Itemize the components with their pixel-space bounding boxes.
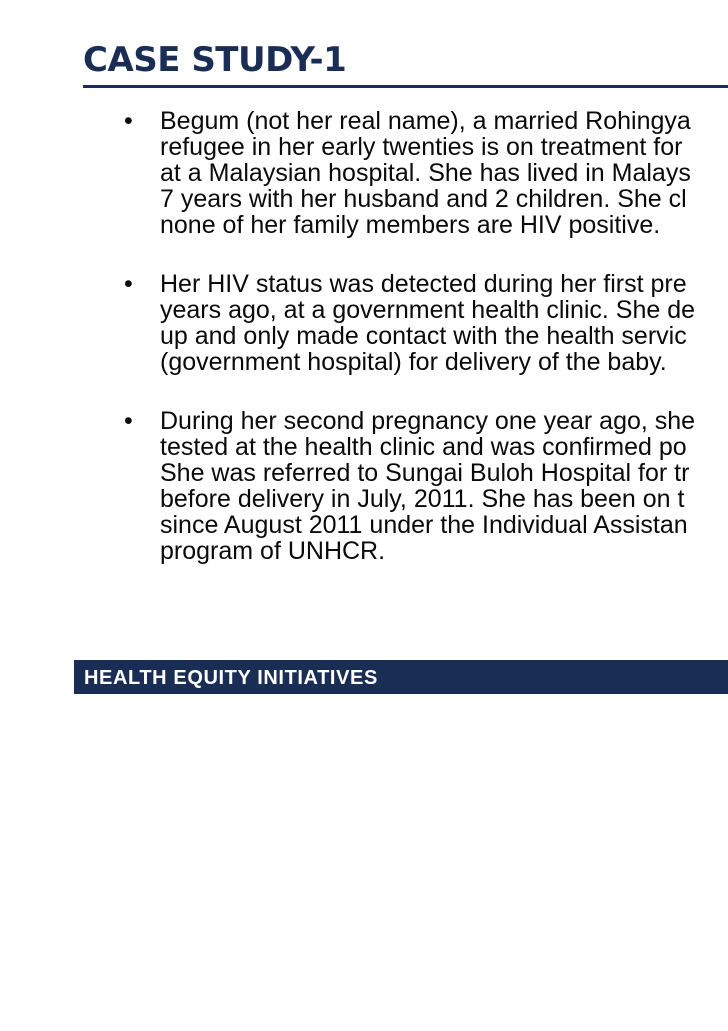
bullet-text-line: years ago, at a government health clinic. She de <box>160 296 696 324</box>
bullet-item <box>124 408 728 564</box>
bullet-text-line: (government hospital) for delivery of the baby. <box>160 348 667 376</box>
bullet-item <box>124 108 728 238</box>
bullet-marker: • <box>124 107 133 135</box>
bullet-text-line: none of her family members are HIV positive. <box>160 211 661 239</box>
bullet-text-line: She was referred to Sungai Buloh Hospital for tr <box>160 459 690 487</box>
footer-bar <box>74 660 728 694</box>
bullet-item <box>124 271 728 375</box>
bullet-text-line: before delivery in July, 2011. She has been on t <box>160 485 685 513</box>
bullet-text-line: up and only made contact with the health servic <box>160 322 687 350</box>
bullet-text-line: Begum (not her real name), a married Rohingya <box>160 107 691 135</box>
title-underline <box>83 85 728 88</box>
bullet-list <box>124 108 728 597</box>
bullet-text-line: tested at the health clinic and was confirmed po <box>160 433 687 461</box>
bullet-marker: • <box>124 407 133 435</box>
bullet-text-line: refugee in her early twenties is on treatment for <box>160 133 683 161</box>
bullet-text-line: since August 2011 under the Individual Assistan <box>160 511 688 539</box>
bullet-text-line: Her HIV status was detected during her first pre <box>160 270 687 298</box>
bullet-text-line: program of UNHCR. <box>160 537 386 565</box>
bullet-text-line: During her second pregnancy one year ago, she <box>160 407 696 435</box>
bullet-text-line: 7 years with her husband and 2 children. She cl <box>160 185 687 213</box>
bullet-marker: • <box>124 270 133 298</box>
slide-title: CASE STUDY-1 <box>83 40 347 80</box>
footer-label: HEALTH EQUITY INITIATIVES <box>84 667 378 689</box>
bullet-text-line: at a Malaysian hospital. She has lived in Malays <box>160 159 691 187</box>
